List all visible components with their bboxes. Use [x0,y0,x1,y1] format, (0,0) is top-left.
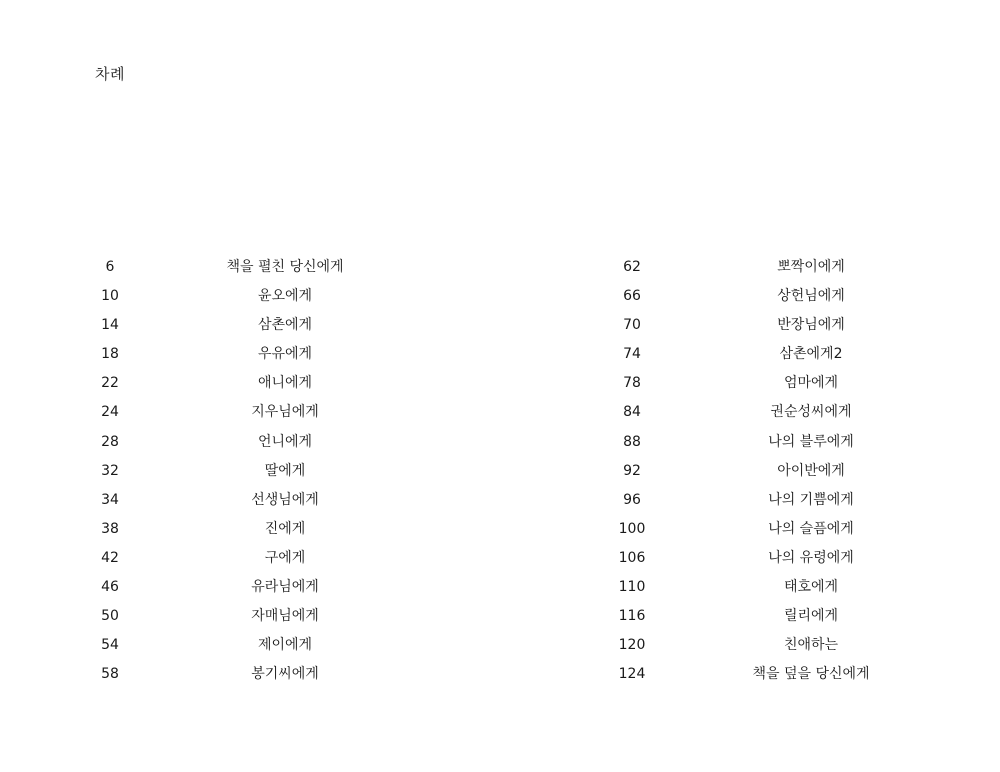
toc-entry-title: 제이에게 [257,637,313,654]
toc-entry [55,311,375,340]
toc-entry [55,253,375,282]
toc-entry [55,544,375,573]
toc-entry-title: 엄마에게 [783,375,839,392]
toc-entry-title: 유라님에게 [251,579,319,596]
toc-page-number: 24 [101,404,119,421]
toc-entry-title: 언니에게 [257,433,313,450]
toc-entry [570,428,930,457]
toc-page-number: 74 [623,346,641,363]
toc-entry-title: 봉기씨에게 [251,666,319,683]
toc-entry [570,340,930,369]
toc-page-number: 88 [623,433,641,450]
toc-entry-title: 지우님에게 [251,404,319,421]
toc-entry-title: 상헌님에게 [777,288,845,305]
toc-entry-title: 구에게 [264,549,306,566]
toc-entry-title: 권순성씨에게 [770,404,852,421]
toc-entry [570,253,930,282]
toc-entry-title: 딸에게 [264,462,306,479]
toc-page-number: 106 [618,549,646,566]
toc-entry [570,660,930,689]
toc-entry-title: 삼촌에게2 [779,346,843,363]
toc-left-column [55,253,375,689]
toc-page-number: 110 [618,579,646,596]
toc-page-number: 116 [618,608,646,625]
toc-entry [570,457,930,486]
toc-page-number: 120 [618,637,646,654]
toc-entry [570,515,930,544]
toc-entry-title: 릴리에게 [783,608,839,625]
toc-entry-title: 진에게 [264,520,306,537]
toc-entry-title: 자매님에게 [251,608,319,625]
toc-entry [570,369,930,398]
toc-page-number: 22 [101,375,119,392]
toc-page-number: 46 [101,579,119,596]
toc-page-number: 50 [101,608,119,625]
toc-entry [570,311,930,340]
toc-entry [55,398,375,427]
toc-entry-title: 삼촌에게 [257,317,313,334]
toc-page-number: 6 [105,259,115,275]
toc-entry-title: 윤오에게 [257,288,313,305]
toc-entry [55,486,375,515]
toc-entry [55,369,375,398]
toc-entry-title: 애니에게 [257,375,313,392]
toc-entry-title: 책을 펼친 당신에게 [226,259,344,275]
toc-page-number: 66 [623,288,641,305]
toc-page-number: 92 [623,462,641,479]
toc-page-number: 78 [623,375,641,392]
toc-entry [570,631,930,660]
toc-page-number: 58 [101,666,119,683]
toc-entry-title: 우유에게 [257,346,313,363]
toc-entry [55,340,375,369]
toc-page-number: 38 [101,520,119,537]
toc-page-number: 14 [101,317,119,334]
toc-page-number: 10 [101,288,119,305]
toc-page-number: 62 [623,259,641,275]
toc-entry [570,486,930,515]
toc-entry-title: 태호에게 [783,579,839,596]
toc-entry-title: 책을 덮을 당신에게 [752,666,870,683]
toc-right-column [570,253,930,689]
toc-entry [570,573,930,602]
toc-entry [55,602,375,631]
toc-entry [55,282,375,311]
toc-page-number: 54 [101,637,119,654]
toc-entry [55,660,375,689]
toc-entry [55,631,375,660]
toc-page-number: 28 [101,433,119,450]
toc-page-number: 96 [623,491,641,508]
toc-entry [570,602,930,631]
toc-entry [55,428,375,457]
toc-entry [570,544,930,573]
toc-entry-title: 나의 유령에게 [768,549,854,566]
toc-page-number: 70 [623,317,641,334]
toc-entry [55,515,375,544]
toc-entry-title: 반장님에게 [777,317,845,334]
toc-page-number: 32 [101,462,119,479]
toc-page-number: 18 [101,346,119,363]
toc-entry-title: 친애하는 [783,637,839,654]
toc-page-number: 34 [101,491,119,508]
toc-entry [570,398,930,427]
toc-entry [55,573,375,602]
toc-entry-title: 나의 슬픔에게 [768,520,854,537]
toc-page-number: 42 [101,549,119,566]
toc-entry [570,282,930,311]
toc-page-number: 84 [623,404,641,421]
toc-entry-title: 아이반에게 [777,462,845,479]
page-title: 차례 [95,65,125,83]
toc-page-number: 124 [618,666,646,683]
toc-entry-title: 나의 기쁨에게 [768,491,854,508]
toc-entry-title: 선생님에게 [251,491,319,508]
toc-entry-title: 나의 블루에게 [768,433,854,450]
toc-entry-title: 뽀짝이에게 [777,259,845,275]
toc-page-number: 100 [618,520,646,537]
toc-entry [55,457,375,486]
